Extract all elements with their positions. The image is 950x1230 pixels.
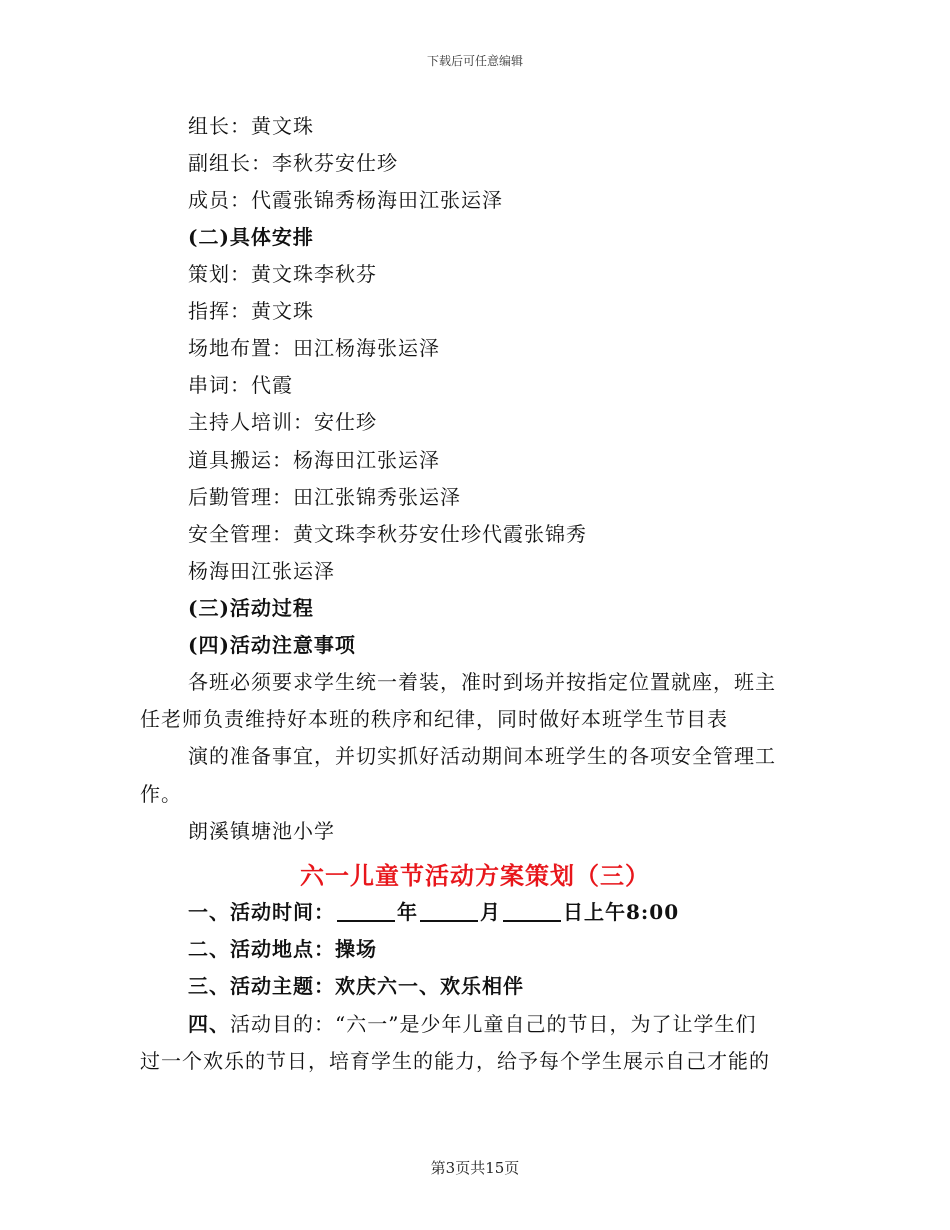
- text-line: 主持人培训：安仕珍: [188, 410, 377, 434]
- page-header: 下载后可任意编辑: [426, 54, 523, 68]
- purpose-number: 四、: [188, 1012, 230, 1036]
- activity-purpose-line: [188, 1011, 756, 1037]
- text-line: 串词：代霞: [188, 373, 293, 397]
- text-line: 安全管理：黄文珠李秋芬安仕珍代霞张锦秀: [188, 522, 587, 546]
- activity-time-line: [188, 899, 679, 925]
- text-line: 场地布置：田江杨海张运泽: [188, 336, 440, 360]
- paragraph-line: 各班必须要求学生统一着装，准时到场并按指定位置就座，班主: [188, 670, 776, 694]
- page-footer: 第3页共15页: [430, 1159, 520, 1177]
- section-heading: (三)活动过程: [188, 596, 314, 620]
- document-title: 六一儿童节活动方案策划（三）: [300, 861, 650, 890]
- activity-time-label: 一、活动时间：: [188, 900, 335, 924]
- activity-place-line: 二、活动地点：操场: [188, 937, 377, 961]
- section-heading: (二)具体安排: [188, 225, 314, 249]
- activity-theme-line: 三、活动主题：欢庆六一、欢乐相伴: [188, 974, 524, 998]
- year-label: 年: [397, 900, 418, 924]
- text-line: 后勤管理：田江张锦秀张运泽: [188, 485, 461, 509]
- month-label: 月: [480, 900, 501, 924]
- text-line: 成员：代霞张锦秀杨海田江张运泽: [188, 188, 503, 212]
- month-blank: [420, 900, 478, 922]
- day-blank: [503, 900, 561, 922]
- text-line: 策划：黄文珠李秋芬: [188, 262, 377, 286]
- year-blank: [337, 900, 395, 922]
- signature-line: 朗溪镇塘池小学: [188, 819, 335, 843]
- paragraph-line: 演的准备事宜，并切实抓好活动期间本班学生的各项安全管理工: [188, 744, 776, 768]
- paragraph-line: 作。: [140, 782, 182, 806]
- text-line: 指挥：黄文珠: [188, 299, 314, 323]
- day-time-label: 日上午8:00: [563, 900, 680, 924]
- purpose-text: 活动目的：“六一”是少年儿童自己的节日，为了让学生们: [230, 1012, 757, 1036]
- text-line: 杨海田江张运泽: [188, 559, 335, 583]
- text-line: 副组长：李秋芬安仕珍: [188, 151, 398, 175]
- text-line: 道具搬运：杨海田江张运泽: [188, 448, 440, 472]
- section-heading: (四)活动注意事项: [188, 633, 356, 657]
- paragraph-line: 任老师负责维持好本班的秩序和纪律，同时做好本班学生节目表: [140, 707, 728, 731]
- paragraph-line: 过一个欢乐的节日，培育学生的能力，给予每个学生展示自己才能的: [140, 1049, 770, 1073]
- text-line: 组长：黄文珠: [188, 114, 314, 138]
